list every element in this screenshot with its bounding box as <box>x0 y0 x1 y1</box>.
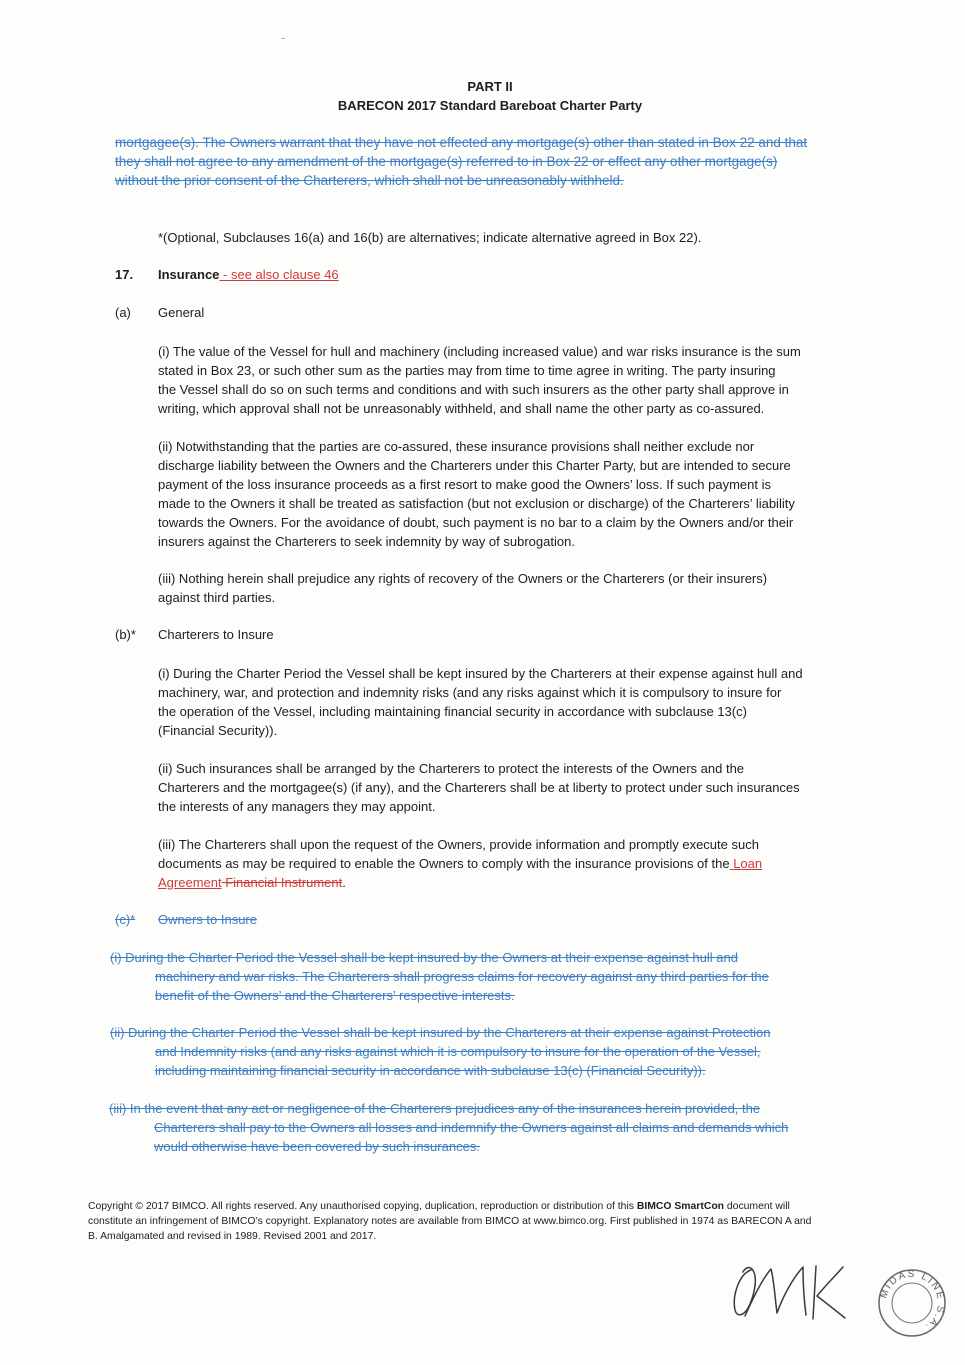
subclause-a-heading <box>115 303 715 322</box>
text-line: the operation of the Vessel, including maintaining financial security in accordance with subclause 13(c) <box>158 704 747 719</box>
text-line: and Indemnity risks (and any risks against which it is compulsory to insure for the operation of the Vessel, <box>155 1044 761 1059</box>
text-line: (ii) During the Charter Period the Vessel shall be kept insured by the Charterers at their expense against Protection <box>110 1025 771 1040</box>
text-line: the Vessel shall do so on such terms and conditions and with such insurers as the other party shall approve in <box>158 382 789 397</box>
text-line: without the prior consent of the Charterers, which shall not be unreasonably withheld. <box>115 173 624 188</box>
text-line: benefit of the Owners’ and the Charterers’ respective interests. <box>155 988 515 1003</box>
subclause-c-heading <box>115 910 715 929</box>
text-line: (ii) Notwithstanding that the parties are co-assured, these insurance provisions shall neither exclude nor <box>158 439 755 454</box>
text-line: (iii) In the event that any act or negligence of the Charterers prejudices any of the insurances herein provided, the <box>109 1101 761 1116</box>
text-line: (i) During the Charter Period the Vessel shall be kept insured by the Owners at their expense against hull and <box>110 950 738 965</box>
text-line: mortgagee(s). The Owners warrant that they have not effected any mortgage(s) other than stated in Box 22 and that <box>115 135 808 150</box>
text-line: the interests of any managers they may appoint. <box>158 799 436 814</box>
subclause-c-iii <box>109 1099 788 1156</box>
subclause-b-heading <box>115 625 715 644</box>
subclause-title: Owners to Insure <box>158 912 257 927</box>
text-line: machinery, war, and protection and indemnity risks (and any risks against which it is compulsory to insure for <box>158 685 782 700</box>
text-line: (i) The value of the Vessel for hull and machinery (including increased value) and war risks insurance is the sum <box>158 344 801 359</box>
text-line: Charterers shall pay to the Owners all losses and indemnify the Owners against all claims and demands which <box>154 1120 789 1135</box>
subclause-c-i <box>110 948 769 1005</box>
signature-stroke <box>734 1268 755 1315</box>
text-line <box>158 873 762 892</box>
text-line: towards the Owners. For the avoidance of doubt, such payment is no bar to a claim by the Owners and/or their <box>158 515 794 530</box>
inserted-text: Loan <box>729 856 763 871</box>
text-line: Charterers and the mortgagee(s) (if any), and the Charterers shall be at liberty to protect under such insurances <box>158 780 800 795</box>
clause-number: 17. <box>115 267 134 282</box>
text-line: payment of the loss insurance proceeds as a first resort to make good the Owners’ loss. If such payment is <box>158 477 771 492</box>
inserted-reference: - see also clause 46 <box>219 267 339 282</box>
scan-speck <box>281 38 285 39</box>
clause-title <box>158 265 339 284</box>
stamp-inner-ring <box>892 1283 932 1323</box>
company-stamp <box>877 1268 947 1338</box>
text-line: against third parties. <box>158 590 276 605</box>
text-line: (Financial Security)). <box>158 723 278 738</box>
footer-text: document will <box>724 1201 790 1212</box>
subclause-a-iii <box>158 569 767 607</box>
text-line <box>158 854 762 873</box>
inserted-text: Agreement <box>158 875 222 890</box>
signature-stroke <box>813 1266 816 1319</box>
text-segment: . <box>342 875 346 890</box>
optional-note <box>158 228 701 247</box>
footer-text: Copyright © 2017 BIMCO. All rights reserved. Any unauthorised copying, duplication, reproduction or distribution of this <box>88 1201 637 1212</box>
text-line: (iii) The Charterers shall upon the request of the Owners, provide information and promptly execute such <box>158 837 759 852</box>
subclause-title: General <box>158 305 205 320</box>
subclause-a-ii <box>158 437 795 551</box>
text-line: stated in Box 23, or such other sum as the parties may from time to time agree in writing. The party insuring <box>158 363 776 378</box>
footer-line <box>88 1199 811 1214</box>
part-heading: PART II <box>467 79 513 94</box>
subclause-label: (a) <box>115 305 131 320</box>
text-line: made to the Owners it shall be treated as satisfaction (but not exclusion or discharge) of the Charterers’ liability <box>158 496 795 511</box>
text-line: discharge liability between the Owners and the Charterers under this Charter Party, but are intended to secure <box>158 458 791 473</box>
subclause-title: Charterers to Insure <box>158 627 274 642</box>
signature <box>725 1258 850 1328</box>
footer-line: B. Amalgamated and revised in 1989. Revised 2001 and 2017. <box>88 1231 377 1242</box>
footer-line: constitute an infringement of BIMCO’s copyright. Explanatory notes are available from BIMCO at www.bimco.org. First published in 1974 as BARECON A and <box>88 1216 812 1227</box>
footer-product-name: BIMCO SmartCon <box>636 1201 725 1212</box>
page-header <box>190 77 790 115</box>
copyright-footer <box>88 1199 811 1244</box>
text-line: (iii) Nothing herein shall prejudice any rights of recovery of the Owners or the Charterers (or their insurers) <box>158 571 768 586</box>
clause-17-heading <box>115 265 715 284</box>
subclause-a-i <box>158 342 801 418</box>
text-line: including maintaining financial security in accordance with subclause 13(c) (Financial Security)). <box>155 1063 706 1078</box>
deleted-text: Financial Instrument <box>221 875 343 890</box>
text-line: (i) During the Charter Period the Vessel shall be kept insured by the Charterers at their expense against hull and <box>158 666 803 681</box>
text-line: would otherwise have been covered by such insurances. <box>154 1139 480 1154</box>
text-line: *(Optional, Subclauses 16(a) and 16(b) are alternatives; indicate alternative agreed in Box 22). <box>158 230 702 245</box>
subclause-c-ii <box>110 1023 770 1080</box>
text-segment: documents as may be required to enable the Owners to comply with the insurance provisions of the <box>158 856 730 871</box>
deleted-intro-paragraph <box>115 133 807 190</box>
text-line: machinery and war risks. The Charterers shall progress claims for recovery against any third parties for the <box>155 969 769 984</box>
text-line: they shall not agree to any amendment of the mortgage(s) referred to in Box 22 or effect any other mortgage(s) <box>115 154 778 169</box>
signature-stroke <box>817 1267 845 1318</box>
subclause-label: (c)* <box>115 912 136 927</box>
subclause-b-i <box>158 664 803 740</box>
stamp-lettering: MIDAS LINE S.A. <box>878 1268 947 1334</box>
subclause-label: (b)* <box>115 627 136 642</box>
subclause-b-ii <box>158 759 800 816</box>
text-line: (ii) Such insurances shall be arranged by the Charterers to protect the interests of the Owners and the <box>158 761 745 776</box>
text-line: insurers against the Charterers to seek indemnity by way of subrogation. <box>158 534 575 549</box>
text-line: writing, which approval shall not be unreasonably withheld, and shall name the other party as co-assured. <box>158 401 765 416</box>
subclause-b-iii <box>158 835 762 892</box>
clause-title-text: Insurance <box>158 267 220 282</box>
document-title: BARECON 2017 Standard Bareboat Charter Party <box>337 98 643 113</box>
